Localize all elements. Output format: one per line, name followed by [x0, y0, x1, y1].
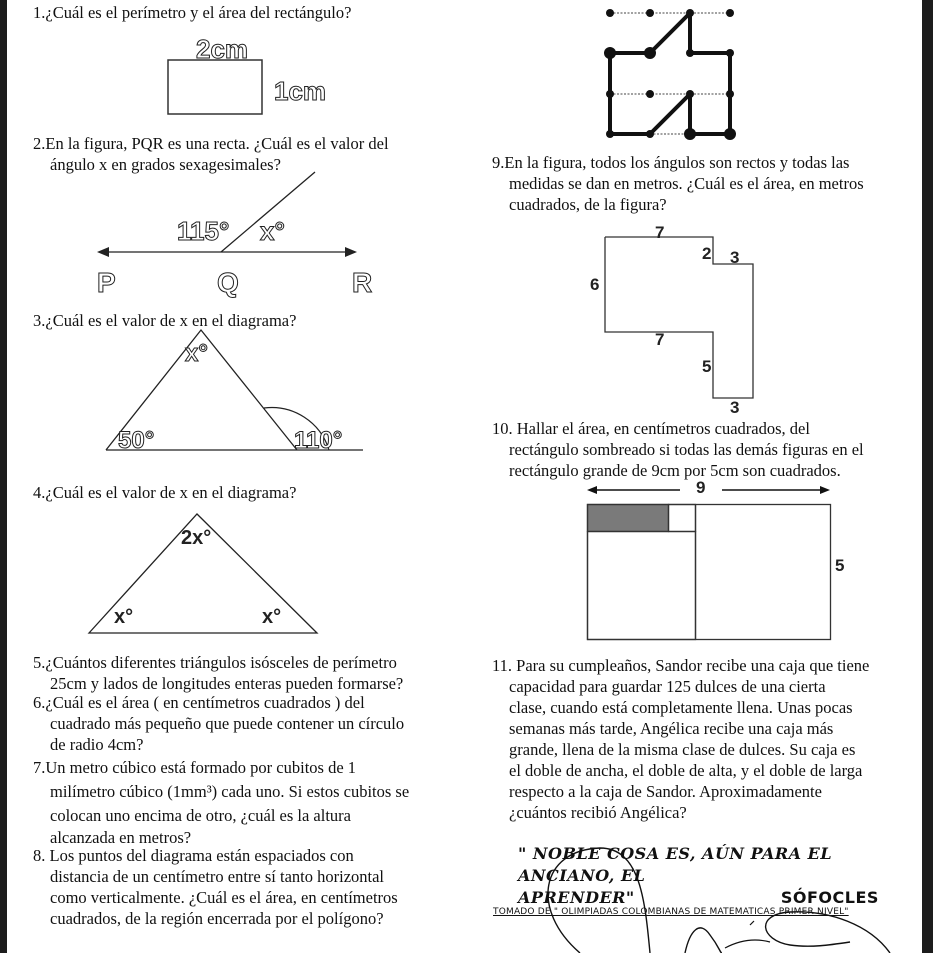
question-5-line-1: 5.¿Cuántos diferentes triángulos isósceles de perímetro [33, 653, 397, 672]
question-3-text: 3.¿Cuál es el valor de x en el diagrama? [33, 311, 297, 330]
question-6-line-1: 6.¿Cuál es el área ( en centímetros cuadrados ) del [33, 693, 365, 712]
question-6 [33, 692, 463, 755]
notch-3-label: 3 [730, 248, 740, 267]
question-10-rectangle-figure [585, 478, 855, 643]
question-7 [33, 756, 463, 848]
handwritten-scribble [470, 830, 930, 953]
top-7-label: 7 [655, 223, 665, 242]
question-4 [33, 482, 463, 503]
question-10-line-3: rectángulo grande de 9cm por 5cm son cuadrados. [509, 461, 841, 480]
angle-x-label: x° [260, 216, 285, 246]
question-9-line-3: cuadrados, de la figura? [509, 195, 667, 214]
question-11 [492, 655, 910, 823]
right-page-edge [922, 0, 933, 953]
question-2-line-2: ángulo x en grados sexagesimales? [50, 155, 281, 174]
polygon-shape [610, 13, 730, 134]
question-11-line-3: clase, cuando está completamente llena. Unas pocas [509, 698, 853, 717]
question-1-text: 1.¿Cuál es el perímetro y el área del rectángulo? [33, 3, 352, 22]
point-r-label: R [352, 267, 373, 298]
question-8 [33, 845, 463, 929]
question-7-line-4: alcanzada en metros? [50, 828, 192, 847]
small-square [669, 505, 696, 532]
question-7-line-1: 7.Un metro cúbico está formado por cubitos de 1 [33, 758, 357, 777]
question-9 [492, 152, 910, 215]
question-4-triangle-figure [85, 512, 325, 637]
question-9-line-2: medidas se dan en metros. ¿Cuál es el área, en metros [509, 174, 864, 193]
source-credit: TOMADO DE " OLIMPIADAS COLOMBIANAS DE MATEMATICAS PRIMER NIVEL" [493, 907, 849, 917]
question-11-line-4: semanas más tarde, Angélica recibe una caja más [509, 719, 834, 738]
width-9-label: 9 [696, 478, 706, 497]
base-left-x-label: x° [114, 606, 134, 628]
apex-2x-label: 2x° [181, 527, 212, 549]
notch-2-label: 2 [702, 244, 712, 263]
medium-square [588, 532, 696, 640]
point-p-label: P [97, 267, 116, 298]
height-5-label: 5 [835, 556, 845, 575]
question-10-line-2: rectángulo sombreado si todas las demás figuras en el [509, 440, 864, 459]
quote-line-1: " NOBLE COSA ES, AÚN PARA EL ANCIANO, EL [518, 844, 833, 885]
question-9-l-shape-figure [580, 220, 780, 420]
question-5-line-2: 25cm y lados de longitudes enteras pueden formarse? [50, 674, 404, 693]
question-8-line-4: cuadrados, de la región encerrada por el polígono? [50, 909, 384, 928]
question-6-line-2: cuadrado más pequeño que puede contener un círculo [50, 714, 405, 733]
angle-115-label: 115° [177, 216, 230, 246]
question-11-line-7: respecto a la caja de Sandor. Aproximadamente [509, 782, 822, 801]
quote-author: SÓFOCLES [780, 888, 879, 907]
base-angle-50-label: 50° [118, 427, 155, 454]
rectangle-shape [168, 60, 262, 114]
question-3-triangle-figure [100, 328, 370, 453]
middle-7-label: 7 [655, 330, 665, 349]
question-11-line-5: grande, llena de la misma clase de dulces. Su caja es [509, 740, 856, 759]
apex-angle-label: x° [185, 340, 208, 367]
question-6-line-3: de radio 4cm? [50, 735, 144, 754]
question-5 [33, 652, 463, 694]
rect-width-label: 2cm [196, 34, 249, 64]
question-8-line-2: distancia de un centímetro entre sí tanto horizontal [50, 867, 385, 886]
quote-line-2: APRENDER" [518, 888, 635, 907]
question-8-line-1: 8. Los puntos del diagrama están espaciados con [33, 846, 354, 865]
exterior-angle-110-label: 110° [294, 427, 343, 454]
point-q-label: Q [217, 267, 239, 298]
shaded-rectangle [588, 505, 669, 532]
base-right-x-label: x° [262, 606, 282, 628]
question-2 [33, 133, 463, 175]
question-8-dot-grid-figure [600, 5, 750, 140]
inner-5-label: 5 [702, 357, 712, 376]
bottom-3-label: 3 [730, 398, 740, 417]
question-1-rectangle-figure [160, 30, 330, 120]
rect-height-label: 1cm [274, 76, 327, 106]
question-11-line-6: el doble de ancha, el doble de alta, y el doble de larga [509, 761, 863, 780]
question-11-line-8: ¿cuántos recibió Angélica? [509, 803, 687, 822]
question-1 [33, 2, 463, 23]
left-page-edge [0, 0, 7, 953]
question-9-line-1: 9.En la figura, todos los ángulos son rectos y todas las [492, 153, 850, 172]
question-7-line-2: milímetro cúbico (1mm³) cada uno. Si estos cubitos se [50, 782, 410, 801]
question-7-line-3: colocan uno encima de otro, ¿cuál es la altura [50, 806, 351, 825]
question-4-text: 4.¿Cuál es el valor de x en el diagrama? [33, 483, 297, 502]
question-10-line-1: 10. Hallar el área, en centímetros cuadrados, del [492, 419, 810, 438]
question-10 [492, 418, 910, 481]
question-2-line-1: 2.En la figura, PQR es una recta. ¿Cuál es el valor del [33, 134, 389, 153]
left-6-label: 6 [590, 275, 600, 294]
question-11-line-2: capacidad para guardar 125 dulces de una cierta [509, 677, 826, 696]
question-11-line-1: 11. Para su cumpleaños, Sandor recibe una caja que tiene [492, 656, 870, 675]
question-2-line-figure [95, 170, 375, 300]
question-8-line-3: como verticalmente. ¿Cuál es el área, en centímetros [50, 888, 398, 907]
